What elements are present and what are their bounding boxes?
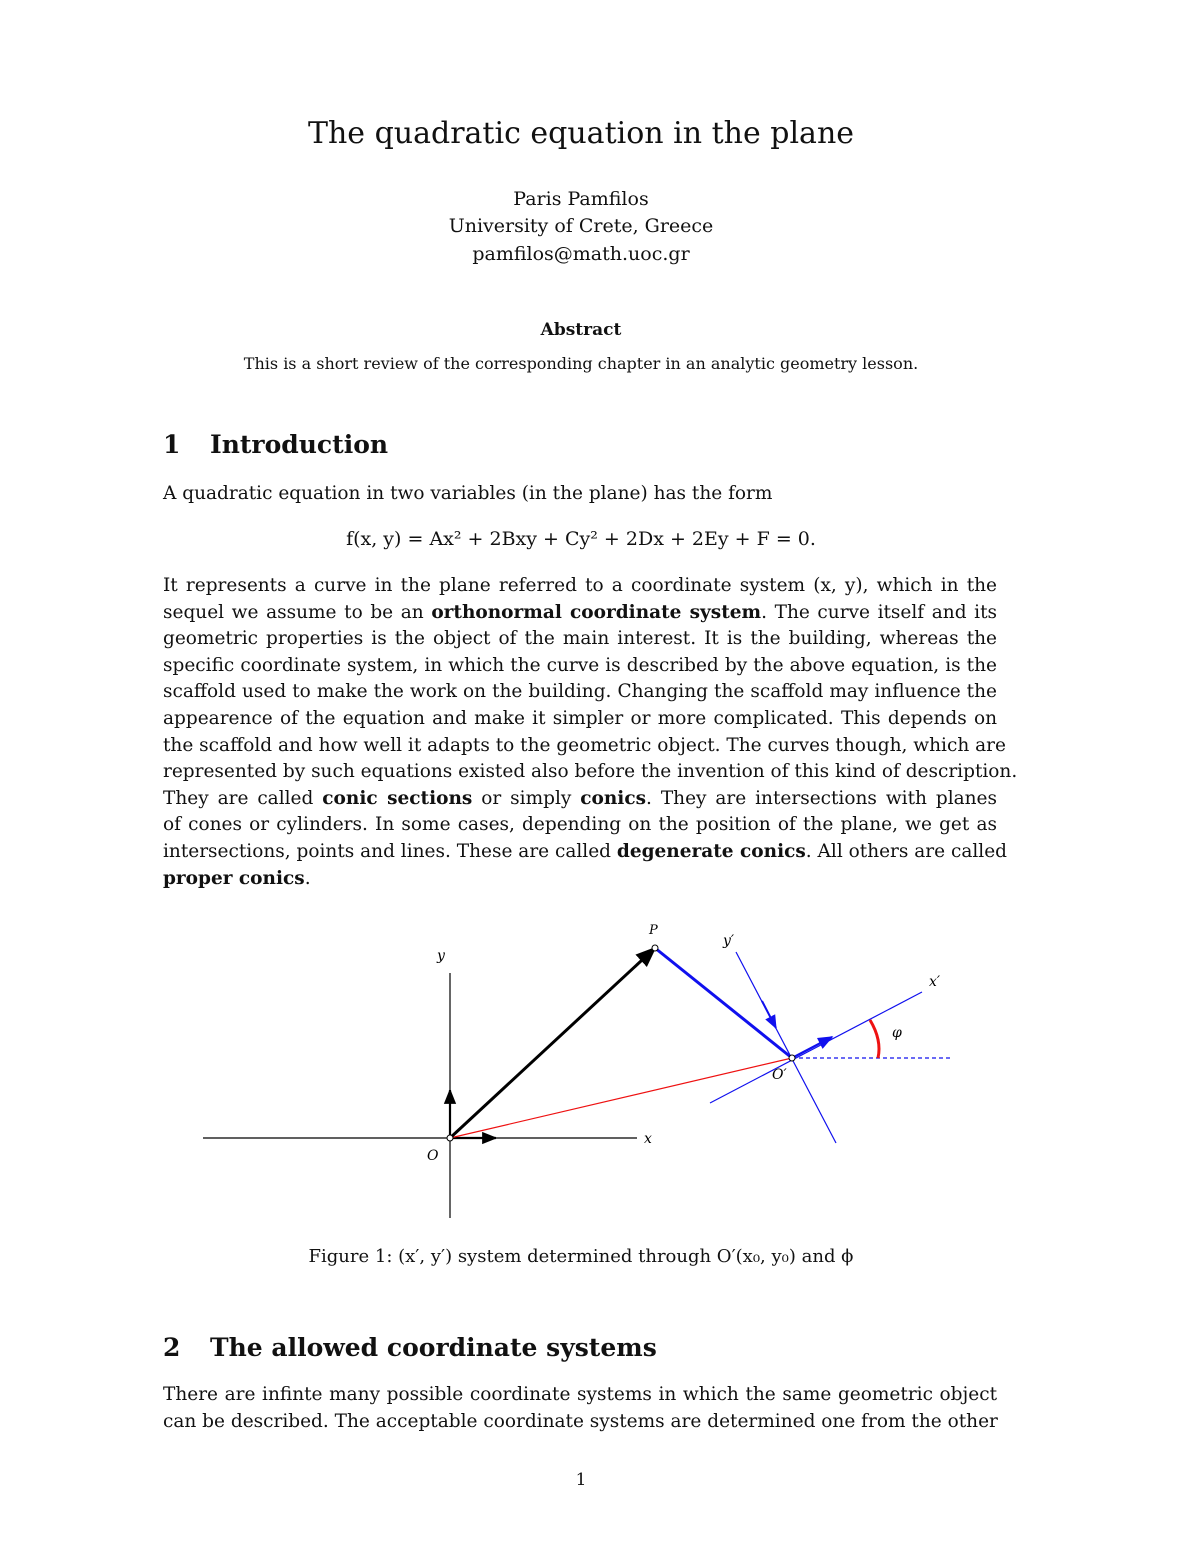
section-1-number: 1 [163, 430, 181, 459]
section-2-heading [163, 1333, 657, 1362]
paragraph-line: proper conics. [163, 867, 311, 889]
paragraph-line: scaffold used to make the work on the building. Changing the scaffold may influence the [163, 681, 997, 703]
paragraph-line: can be described. The acceptable coordinate systems are determined one from the other [163, 1410, 998, 1432]
origin-prime-point [789, 1055, 795, 1061]
position-vector-OP [450, 948, 655, 1138]
paragraph-line: There are infinte many possible coordinate systems in which the same geometric object [163, 1384, 997, 1405]
label-x-prime: x′ [929, 974, 941, 990]
paragraph-line: intersections, points and lines. These are called degenerate conics. All others are called [163, 841, 1007, 862]
paragraph-line: of cones or cylinders. In some cases, depending on the position of the plane, we get as [163, 814, 997, 836]
section-2-number: 2 [163, 1333, 181, 1362]
section-2-title: The allowed coordinate systems [210, 1333, 657, 1362]
origin-shift-line [450, 1058, 792, 1138]
paragraph-line: They are called conic sections or simply conics. They are intersections with planes [163, 787, 997, 809]
page-number: 1 [575, 1470, 587, 1490]
label-y-prime: y′ [723, 933, 735, 949]
paragraph-line: appearence of the equation and make it simpler or more complicated. This depends on [163, 708, 997, 729]
paragraph-line: It represents a curve in the plane referred to a coordinate system (x, y), which in the [163, 575, 997, 596]
label-P: P [649, 923, 658, 938]
quadratic-equation: f(x, y) = Ax² + 2Bxy + Cy² + 2Dx + 2Ey + F = 0. [346, 528, 816, 550]
y-prime-axis [736, 952, 836, 1143]
author-affiliation: University of Crete, Greece [448, 215, 714, 237]
section-1-intro: A quadratic equation in two variables (in the plane) has the form [163, 483, 773, 504]
figure-caption: Figure 1: (x′, y′) system determined through O′(x₀, y₀) and ϕ [308, 1246, 854, 1267]
paper-title: The quadratic equation in the plane [307, 116, 855, 151]
label-O: O [427, 1148, 439, 1164]
section-2-paragraph [163, 1384, 997, 1444]
point-P [652, 945, 658, 951]
x-prime-axis [710, 992, 922, 1103]
section-1-title: Introduction [210, 430, 389, 459]
x-prime-unit-vector [792, 1037, 832, 1058]
abstract-text: This is a short review of the corresponding chapter in an analytic geometry lesson. [243, 354, 919, 373]
author-email: pamfilos@math.uoc.gr [472, 243, 690, 265]
abstract-heading: Abstract [540, 320, 622, 340]
paragraph-line: sequel we assume to be an orthonormal coordinate system. The curve itself and its [163, 601, 997, 623]
label-x: x [644, 1131, 652, 1147]
label-O-prime: O′ [772, 1067, 787, 1083]
label-y: y [437, 948, 445, 964]
paragraph-line: specific coordinate system, in which the curve is described by the above equation, is the [163, 654, 997, 676]
y-prime-unit-vector [762, 1001, 776, 1028]
paragraph-line: geometric properties is the object of the main interest. It is the building, whereas the [163, 628, 997, 650]
angle-phi-arc [870, 1020, 879, 1058]
origin-point [447, 1135, 453, 1141]
paragraph-line: the scaffold and how well it adapts to the geometric object. The curves though, which are [163, 734, 1006, 756]
author-name: Paris Pamfilos [513, 188, 649, 210]
label-phi: φ [892, 1025, 902, 1041]
vector-O-prime-P [655, 948, 792, 1058]
paragraph-line: represented by such equations existed also before the invention of this kind of description. [163, 761, 1018, 783]
